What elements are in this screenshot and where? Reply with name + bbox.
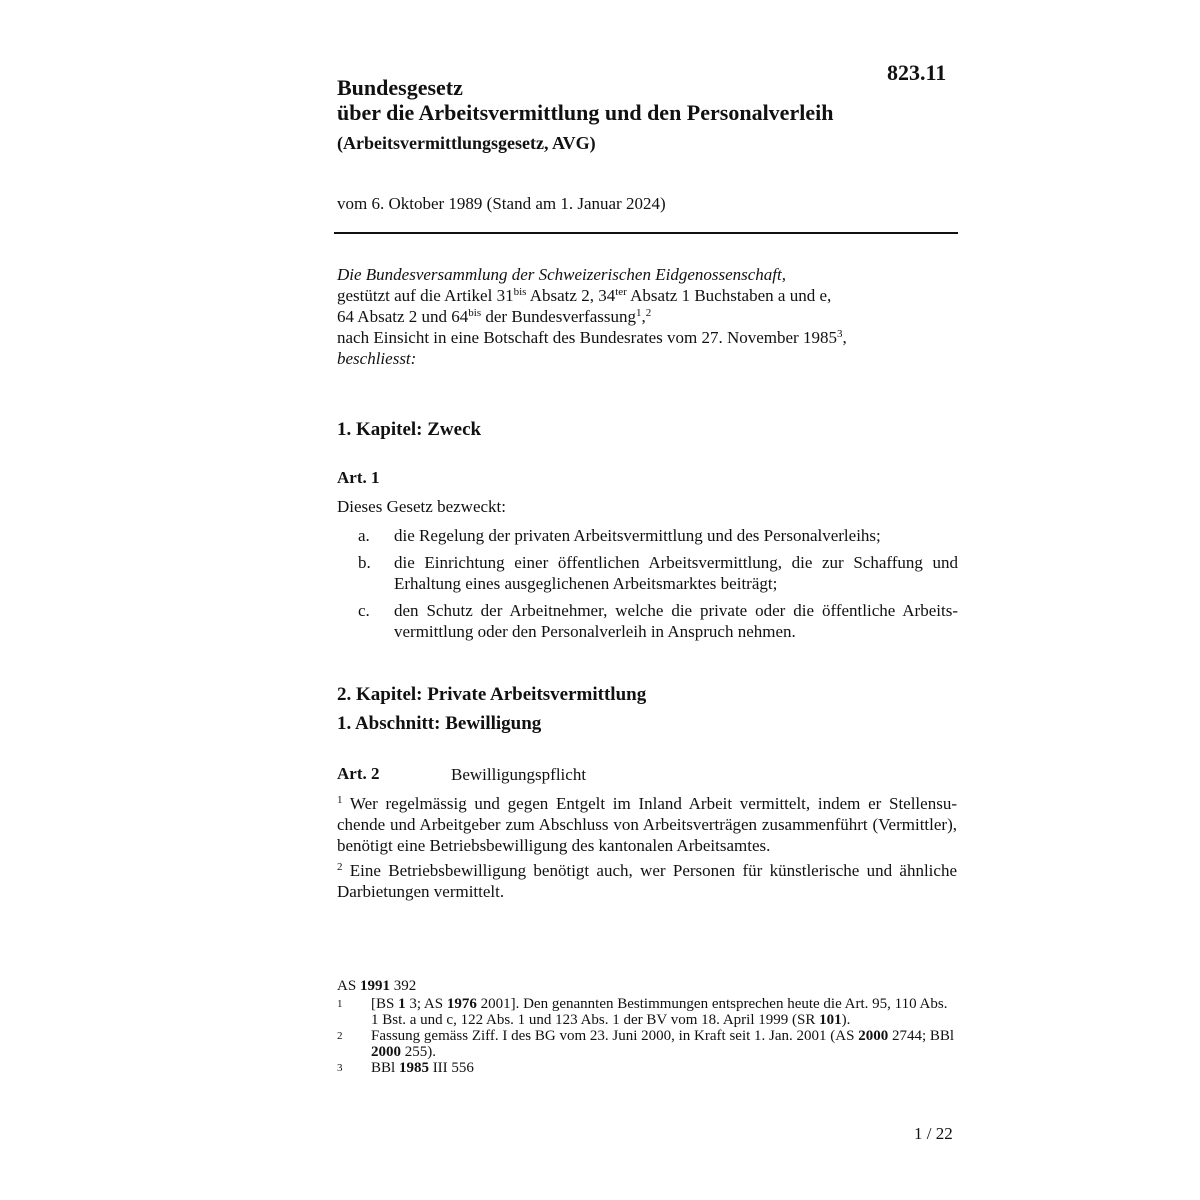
preamble-resolves: beschliesst: bbox=[337, 349, 417, 368]
list-item bbox=[358, 600, 958, 642]
list-item bbox=[358, 552, 958, 594]
list-text: die Regelung der privaten Arbeitsvermittlung und des Personalverleihs; bbox=[394, 526, 881, 545]
chapter-1-heading: 1. Kapitel: Zweck bbox=[337, 419, 482, 440]
footnote-ref-2[interactable]: 2 bbox=[645, 307, 652, 319]
footnote-2: 2 Fassung gemäss Ziff. I des BG vom 23. Juni 2000, in Kraft seit 1. Jan. 2001 (AS 2000 2744; BBl 2000 255). bbox=[337, 1028, 955, 1060]
law-date: vom 6. Oktober 1989 (Stand am 1. Januar 2024) bbox=[337, 194, 666, 213]
law-title-line2: über die Arbeitsvermittlung und den Personalverleih bbox=[337, 100, 834, 125]
preamble-basis-line1: gestützt auf die Artikel $31^{bis}$ Absatz 2, $34^{ter}$ Absatz 1 Buchstaben a und e, bbox=[337, 286, 832, 305]
as-reference: AS 1991 392 bbox=[337, 978, 417, 994]
chapter-2-heading: 2. Kapitel: Private Arbeitsvermittlung bbox=[337, 684, 647, 705]
title-block bbox=[337, 75, 957, 154]
article-1-list bbox=[358, 525, 958, 648]
law-short-title: (Arbeitsvermittlungsgesetz, AVG) bbox=[337, 133, 596, 153]
preamble-assembly: Die Bundesversammlung der Schweizerischen Eidgenossenschaft, bbox=[337, 265, 786, 284]
footnote-ref-1[interactable]: 1 bbox=[635, 307, 642, 319]
sr-number: 823.11 bbox=[887, 60, 947, 85]
page-number: 1 / 22 bbox=[914, 1124, 953, 1143]
list-letter: a. bbox=[358, 526, 370, 545]
list-text: den Schutz der Arbeitnehmer, welche die private oder die öffentliche Arbeitsvermittlung oder den Personalverleih in Anspruch nehmen. bbox=[394, 601, 958, 641]
article-2-paragraph-1: $^1$ Wer regelmässig und gegen Entgelt im Inland Arbeit vermittelt, indem er Stellensuchende und Arbeitgeber zum Abschluss von Arbeitsverträgen zusammenführt (Vermittler), benötigt eine Betriebsbewilligung des kantonalen Arbeitsamtes. bbox=[337, 794, 957, 855]
footnote-3: 3 BBl 1985 III 556 bbox=[337, 1060, 474, 1076]
footnote-ref-3[interactable]: 3 bbox=[836, 328, 843, 340]
law-title-line1: Bundesgesetz bbox=[337, 75, 463, 100]
article-2-subject: Bewilligungspflicht bbox=[451, 765, 587, 784]
list-text: die Einrichtung einer öffentlichen Arbeitsvermittlung, die zur Schaffung und Erhaltung eines ausgeglichenen Arbeitsmarktes beiträgt; bbox=[394, 553, 958, 593]
preamble bbox=[337, 264, 957, 369]
footnotes bbox=[337, 978, 957, 1076]
article-1-title: Art. 1 bbox=[337, 468, 380, 487]
list-letter: c. bbox=[358, 601, 370, 620]
article-2-paragraph-2: $^2$ Eine Betriebsbewilligung benötigt auch, wer Personen für künstlerische und ähnliche Darbietungen vermittelt. bbox=[337, 861, 957, 901]
list-letter: b. bbox=[358, 553, 371, 572]
preamble-basis-line2: 64 Absatz 2 und $64^{bis}$ der Bundesverfassung$^1$,$^2$ bbox=[337, 307, 652, 326]
article-1-intro: Dieses Gesetz bezweckt: bbox=[337, 497, 506, 516]
footnote-1: 1 [BS 1 3; AS 1976 2001]. Den genannten Bestimmungen entsprechen heute die Art. 95, 110 Abs. 1 Bst. a und c, 122 Abs. 1 und 123 Abs. 1 der BV vom 18. April 1999 (SR 101). bbox=[337, 996, 948, 1028]
header-divider bbox=[334, 232, 958, 234]
article-2-title: Art. 2 bbox=[337, 764, 380, 783]
section-1-heading: 1. Abschnitt: Bewilligung bbox=[337, 713, 542, 734]
preamble-message: nach Einsicht in eine Botschaft des Bundesrates vom 27. November 1985$^3$, bbox=[337, 328, 847, 347]
list-item bbox=[358, 525, 958, 546]
